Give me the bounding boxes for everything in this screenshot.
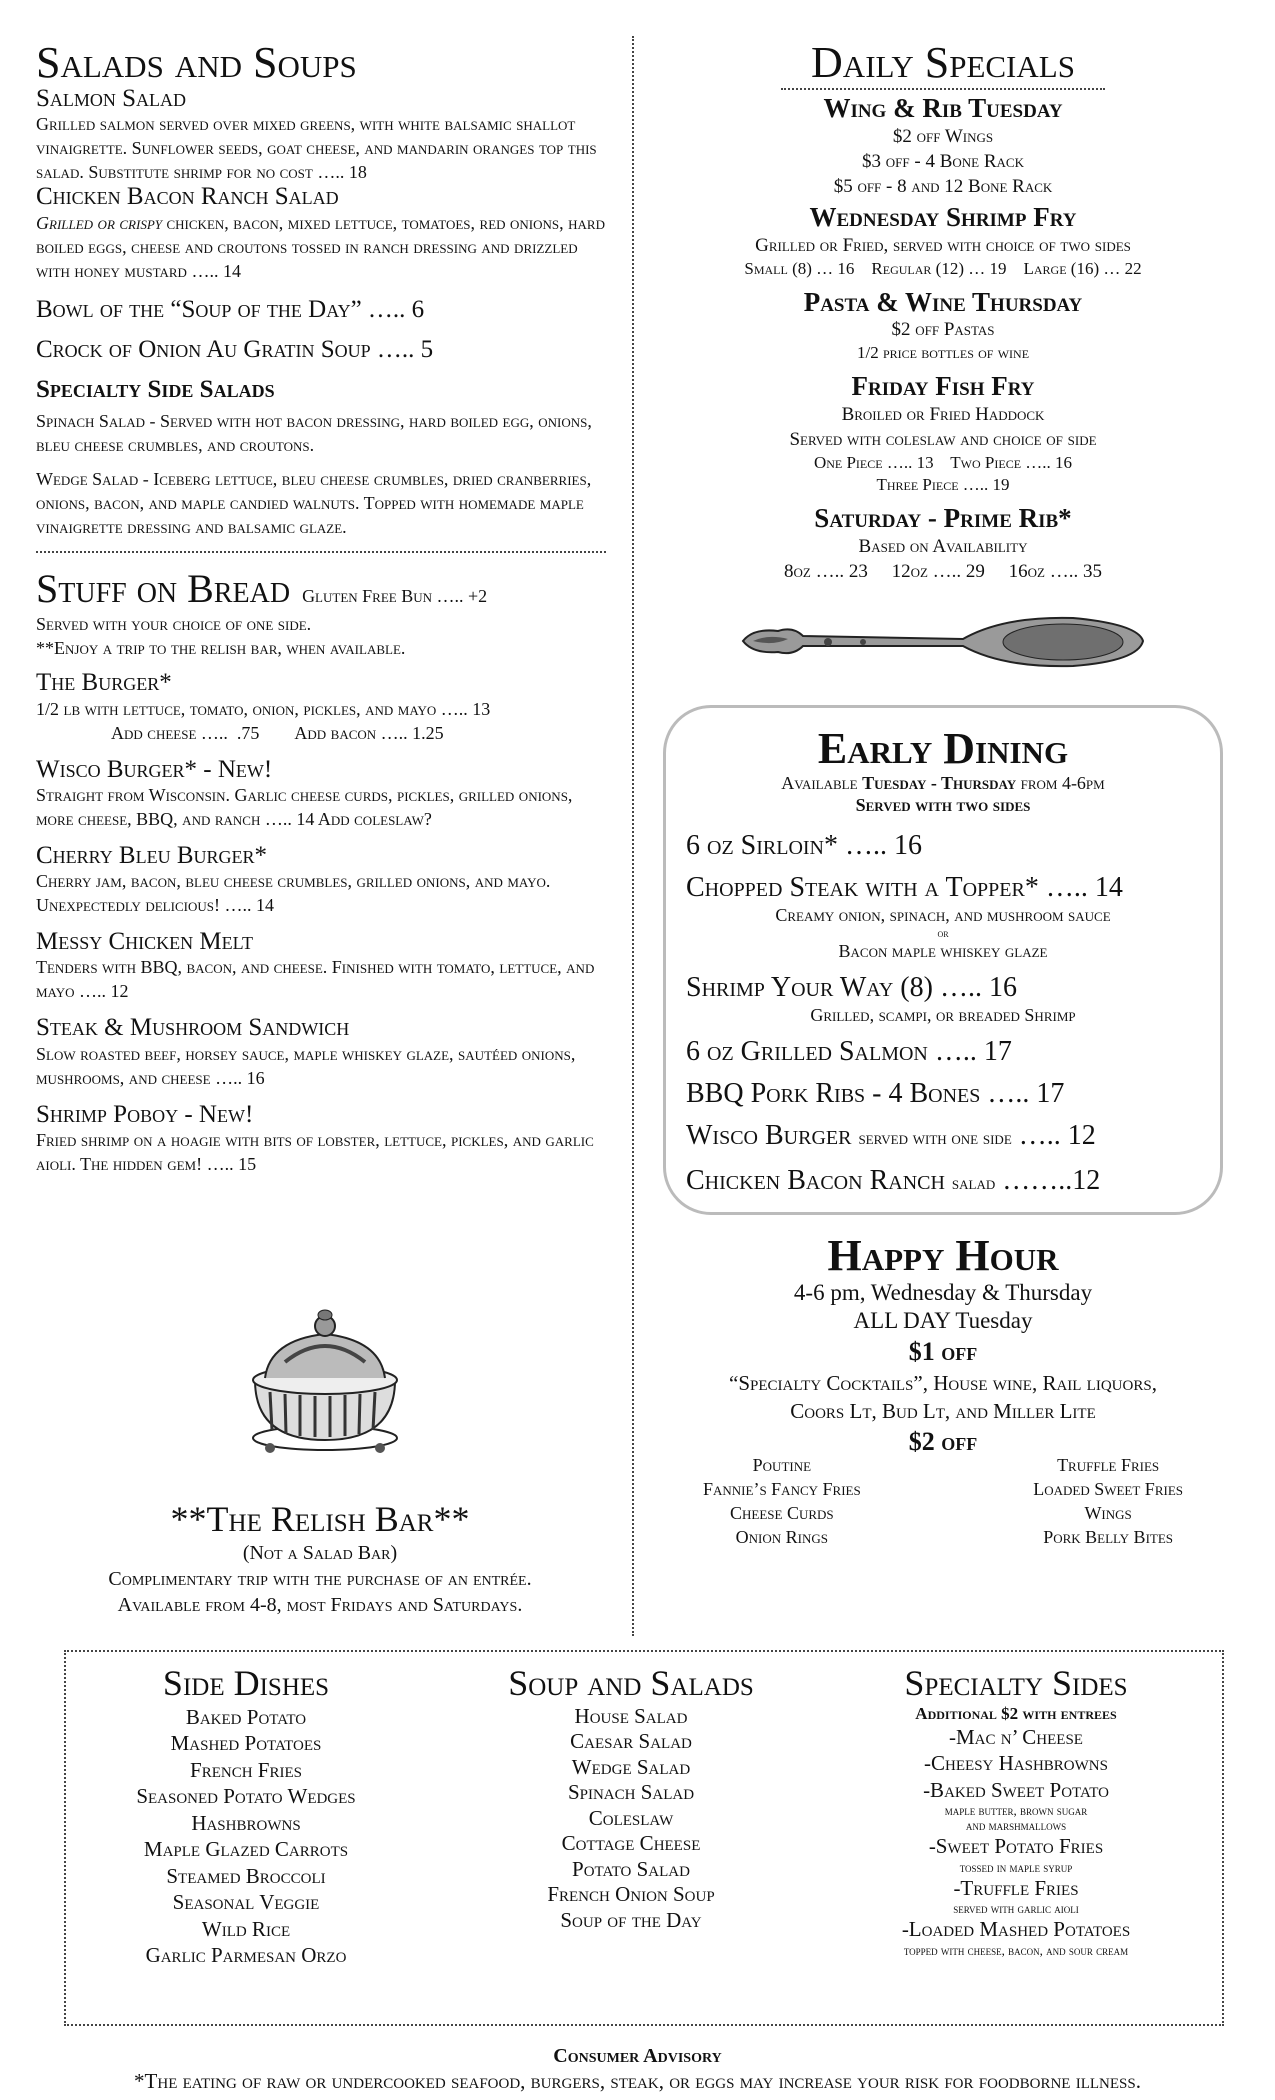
gluten-free-note: Gluten Free Bun ….. +2	[302, 586, 488, 607]
side-dishes-heading: Side Dishes	[162, 1663, 330, 1703]
food-item: Fannie’s Fancy Fries	[703, 1479, 861, 1499]
side-item: Seasonal Veggie	[172, 1890, 320, 1915]
side-item: Maple Glazed Carrots	[143, 1837, 349, 1862]
item-desc: Tenders with BBQ, bacon, and cheese. Finished with tomato, lettuce, and mayo ….. 12	[36, 957, 595, 1002]
relish-bar-line: Available from 4-8, most Fridays and Saturdays.	[117, 1593, 523, 1616]
happy-hour-section	[648, 1230, 1238, 1549]
early-item: 6 oz Sirloin* ….. 16	[686, 829, 922, 861]
item-desc	[36, 211, 606, 283]
item-title: Salmon Salad	[36, 85, 187, 113]
soup-item: French Onion Soup	[547, 1882, 715, 1907]
food-item: Truffle Fries	[1057, 1455, 1160, 1475]
food-item: Pork Belly Bites	[1043, 1527, 1174, 1547]
early-item-main: Wisco Burger	[686, 1119, 859, 1151]
happy-hour-drinks: “Specialty Cocktails”, House wine, Rail liquors,	[729, 1371, 1157, 1395]
early-item: Chopped Steak with a Topper* ….. 14	[686, 871, 1123, 903]
side-item: Wild Rice	[201, 1916, 291, 1941]
early-item-small: salad	[951, 1172, 996, 1194]
item-title: Bowl of the “Soup of the Day” ….. 6	[36, 295, 425, 323]
specialty-item: -Sweet Potato Fries	[928, 1834, 1104, 1859]
relish-bar-line: Complimentary trip with the purchase of an entrée.	[108, 1567, 532, 1590]
specialty-note: tossed in maple syrup	[959, 1859, 1073, 1875]
special-wednesday	[648, 203, 1238, 280]
item-desc-italic: Grilled or crispy	[36, 212, 162, 233]
item-title: Chicken Bacon Ranch Salad	[36, 183, 339, 211]
special-title: Saturday - Prime Rib*	[814, 502, 1072, 533]
soup-item: House Salad	[574, 1703, 688, 1728]
early-dining-availability	[686, 772, 1200, 794]
early-item-main: Chicken Bacon Ranch	[686, 1164, 952, 1196]
early-dining-served: Served with two sides	[855, 794, 1031, 815]
spoon-illustration	[733, 606, 1153, 676]
specialty-item: -Truffle Fries	[953, 1875, 1079, 1900]
side-item: Hashbrowns	[191, 1810, 301, 1835]
special-small: Three Piece ….. 19	[876, 474, 1010, 494]
item-title: Wisco Burger* - New!	[36, 755, 273, 783]
item-title: Messy Chicken Melt	[36, 928, 253, 956]
menu-item	[36, 86, 606, 184]
special-tuesday	[648, 94, 1238, 199]
special-small: 1/2 price bottles of wine	[856, 343, 1030, 363]
relish-bar-section	[20, 1500, 620, 1618]
food-item: Poutine	[752, 1455, 812, 1475]
specialty-item: -Loaded Mashed Potatoes	[901, 1917, 1131, 1942]
specialty-item: -Mac n’ Cheese	[949, 1724, 1083, 1749]
early-dining-heading: Early Dining	[817, 723, 1069, 773]
specialty-sides-heading: Specialty Sides	[904, 1663, 1128, 1703]
early-item-small: served with one side	[858, 1127, 1012, 1149]
relish-note: **Enjoy a trip to the relish bar, when available.	[36, 638, 406, 659]
happy-hour-off: $1 off	[908, 1337, 978, 1366]
soup-salads-heading: Soup and Salads	[508, 1663, 754, 1703]
food-item: Wings	[1084, 1503, 1132, 1523]
early-item	[686, 1165, 1200, 1200]
vertical-divider	[632, 36, 634, 1636]
specialty-additional: Additional $2 with entrees	[915, 1703, 1117, 1723]
happy-hour-heading: Happy Hour	[827, 1230, 1059, 1280]
soup-item: Soup of the Day	[560, 1907, 702, 1932]
avail-pre: Available	[781, 772, 863, 793]
early-item-or: or	[937, 925, 949, 940]
special-small: Small (8) … 16 Regular (12) … 19 Large (16) … 22	[744, 258, 1142, 278]
happy-hour-food-right	[1033, 1453, 1183, 1549]
specialty-note: topped with cheese, bacon, and sour cream	[903, 1942, 1129, 1958]
special-line: Broiled or Fried Haddock	[841, 403, 1045, 425]
special-line: Served with coleslaw and choice of side	[789, 428, 1097, 450]
item-title: Steak & Mushroom Sandwich	[36, 1014, 350, 1042]
side-item: Mashed Potatoes	[170, 1731, 322, 1756]
item-title: The Burger*	[36, 669, 172, 697]
side-dishes-column	[86, 1664, 406, 1969]
early-item: 6 oz Grilled Salmon ….. 17	[686, 1035, 1012, 1067]
special-line: $5 off - 8 and 12 Bone Rack	[833, 175, 1053, 197]
early-item-note: Creamy onion, spinach, and mushroom sauce	[775, 904, 1111, 925]
happy-hour-food	[703, 1453, 1183, 1549]
specialty-sides-column	[826, 1664, 1206, 1958]
item-desc: Fried shrimp on a hoagie with bits of lobster, lettuce, pickles, and garlic aioli. The hidden gem! ….. 15	[36, 1129, 594, 1174]
item-desc: Spinach Salad - Served with hot bacon dressing, hard boiled egg, onions, bleu cheese crumbles, and croutons.	[36, 411, 592, 456]
early-item-note: Grilled, scampi, or breaded Shrimp	[810, 1004, 1076, 1025]
specialty-item: -Cheesy Hashbrowns	[924, 1751, 1108, 1776]
food-item: Cheese Curds	[730, 1503, 834, 1523]
specialty-note: and marshmallows	[965, 1818, 1067, 1834]
soup-item: Cottage Cheese	[561, 1831, 701, 1856]
menu-item	[36, 184, 606, 282]
special-friday	[648, 372, 1238, 496]
specialty-note: served with garlic aioli	[953, 1901, 1079, 1917]
happy-hour-off: $2 off	[908, 1427, 978, 1456]
happy-hour-line: 4-6 pm, Wednesday & Thursday	[793, 1280, 1093, 1305]
item-desc: Cherry jam, bacon, bleu cheese crumbles, grilled onions, and mayo. Unexpectedly delicious! ….. 14	[36, 871, 551, 916]
happy-hour-food-left	[703, 1453, 861, 1549]
food-item: Onion Rings	[735, 1527, 829, 1547]
specialty-item: -Baked Sweet Potato	[923, 1777, 1109, 1802]
item-desc: 1/2 lb with lettuce, tomato, onion, pickles, and mayo ….. 13	[36, 698, 491, 719]
side-item: French Fries	[190, 1757, 302, 1782]
special-line: 8oz ….. 23 12oz ….. 29 16oz ….. 35	[784, 560, 1102, 582]
daily-specials-heading: Daily Specials	[781, 40, 1105, 90]
consumer-advisory	[0, 2044, 1275, 2094]
early-item-note: Bacon maple whiskey glaze	[838, 940, 1048, 961]
early-item-end: ……..12	[995, 1164, 1101, 1196]
relish-bar-sub: (Not a Salad Bar)	[242, 1541, 398, 1564]
special-title: Wednesday Shrimp Fry	[809, 201, 1077, 232]
sides-box	[64, 1650, 1224, 2026]
special-small: One Piece ….. 13 Two Piece ….. 16	[813, 452, 1073, 472]
right-column	[648, 40, 1238, 1549]
side-item: Baked Potato	[185, 1704, 307, 1729]
item-title: Shrimp Poboy - New!	[36, 1100, 254, 1128]
soup-item: Caesar Salad	[570, 1729, 692, 1754]
item-desc: Slow roasted beef, horsey sauce, maple whiskey glaze, sautéed onions, mushrooms, and cheese ….. 16	[36, 1043, 576, 1088]
soup-item: Coleslaw	[588, 1805, 674, 1830]
side-item: Garlic Parmesan Orzo	[145, 1943, 347, 1968]
soup-salads-column	[466, 1664, 796, 1933]
item-title: Cherry Bleu Burger*	[36, 841, 268, 869]
served-with-note: Served with your choice of one side.	[36, 614, 312, 635]
special-line: Grilled or Fried, served with choice of two sides	[755, 234, 1131, 256]
early-item: Shrimp Your Way (8) ….. 16	[686, 971, 1017, 1003]
soup-item: Wedge Salad	[571, 1754, 691, 1779]
specialty-note: maple butter, brown sugar	[944, 1803, 1088, 1819]
food-item: Loaded Sweet Fries	[1033, 1479, 1183, 1499]
side-item: Steamed Broccoli	[166, 1863, 326, 1888]
special-title: Pasta & Wine Thursday	[803, 286, 1083, 317]
special-thursday	[648, 288, 1238, 365]
special-line: $2 off Pastas	[891, 319, 995, 341]
happy-hour-drinks: Coors Lt, Bud Lt, and Miller Lite	[790, 1399, 1096, 1423]
item-desc-text: chicken, bacon, mixed lettuce, tomatoes, red onions, hard boiled eggs, cheese and croutons tossed in ranch dressing and drizzled with honey mustard ….. 14	[36, 212, 605, 281]
special-saturday	[648, 504, 1238, 584]
avail-post: from 4-6pm	[1016, 772, 1105, 793]
early-item	[686, 1120, 1200, 1155]
item-desc: Straight from Wisconsin. Garlic cheese curds, pickles, grilled onions, more cheese, BBQ, and ranch ….. 14 Add coleslaw?	[36, 784, 573, 829]
avail-days: Tuesday - Thursday	[862, 772, 1017, 793]
soup-item: Potato Salad	[572, 1856, 690, 1881]
special-line: $3 off - 4 Bone Rack	[862, 150, 1024, 172]
salads-soups-heading: Salads and Soups	[36, 38, 357, 87]
early-dining-box	[663, 705, 1223, 1215]
advisory-text: *The eating of raw or undercooked seafood, burgers, steak, or eggs may increase your risk for foodborne illness.	[134, 2069, 1141, 2093]
special-line: $2 off Wings	[892, 125, 994, 147]
special-title: Friday Fish Fry	[851, 371, 1035, 402]
special-title: Wing & Rib Tuesday	[823, 93, 1063, 124]
left-column	[36, 40, 606, 1176]
item-desc: Grilled salmon served over mixed greens, with white balsamic shallot vinaigrette. Sunflower seeds, goat cheese, and mandarin oranges top this salad. Substitute shrimp for no cost ….. 18	[36, 114, 597, 183]
relish-bar-heading: **The Relish Bar**	[170, 1499, 470, 1539]
item-addons: Add cheese ….. .75 Add bacon ….. 1.25	[111, 722, 444, 743]
happy-hour-line: ALL DAY Tuesday	[853, 1308, 1033, 1333]
stuff-on-bread-header	[36, 565, 606, 612]
advisory-title: Consumer Advisory	[553, 2045, 722, 2067]
specialty-side-salads-heading: Specialty Side Salads	[36, 376, 275, 404]
early-item-end: ….. 12	[1011, 1119, 1096, 1151]
soup-item: Spinach Salad	[567, 1780, 695, 1805]
stuff-on-bread-heading: Stuff on Bread	[36, 566, 291, 612]
side-item: Seasoned Potato Wedges	[136, 1784, 356, 1809]
item-desc: Wedge Salad - Iceberg lettuce, bleu cheese crumbles, dried cranberries, onions, bacon, and maple candied walnuts. Topped with homemade maple vinaigrette dressing and balsamic glaze.	[36, 469, 592, 538]
covered-dish-illustration	[230, 1300, 420, 1460]
item-title: Crock of Onion Au Gratin Soup ….. 5	[36, 335, 434, 363]
special-line: Based on Availability	[858, 535, 1028, 557]
section-divider	[36, 551, 606, 553]
early-item: BBQ Pork Ribs - 4 Bones ….. 17	[686, 1077, 1065, 1109]
